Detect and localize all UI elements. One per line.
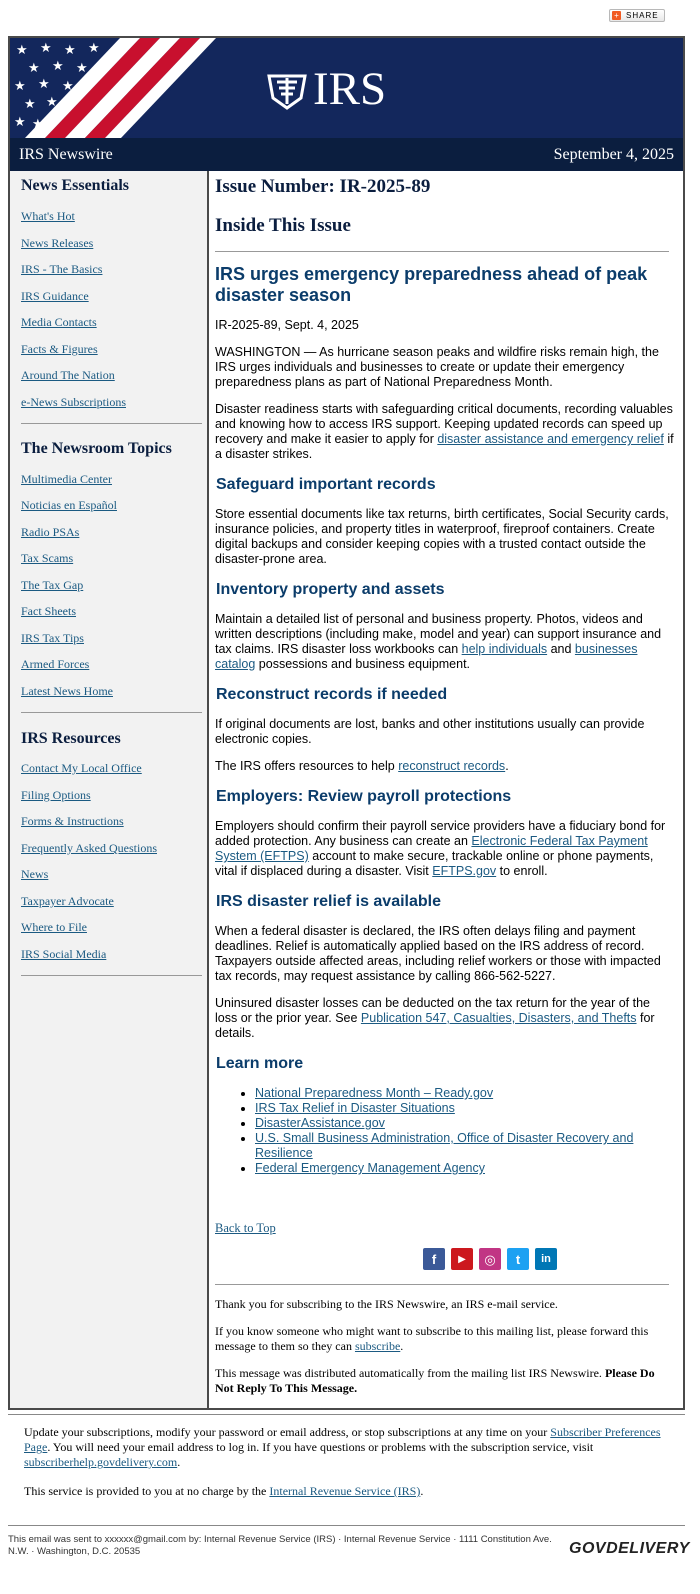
flag-graphic: [10, 38, 220, 138]
distributed-text: This message was distributed automatically from the mailing list IRS Newswire. Please Do Not Reply To This Message.: [215, 1366, 655, 1395]
eftps-gov-link[interactable]: EFTPS.gov: [432, 864, 497, 878]
learn-more-link[interactable]: U.S. Small Business Administration, Office of Disaster Recovery and Resilience: [255, 1131, 634, 1160]
sidebar-link-news-releases[interactable]: News Releases: [21, 236, 94, 250]
sidebar-link-fact-sheets[interactable]: Fact Sheets: [21, 604, 76, 618]
svg-text:★: ★: [24, 97, 36, 112]
share-button[interactable]: [609, 9, 665, 22]
businesses-catalog-link[interactable]: businesses catalog: [215, 642, 638, 671]
content-divider: [215, 1284, 669, 1285]
eagle-icon: [265, 68, 309, 112]
sidebar-link-facts-figures[interactable]: Facts & Figures: [21, 342, 98, 356]
sidebar-divider: [21, 712, 202, 713]
section-text-relief: When a federal disaster is declared, the IRS often delays filing and payment deadlines. Relief is automatically applied based on the IRS address of record. Taxpayers outside affected areas, including relief workers or those with impacted tax records, may request assistance by calling 866-562-5227.: [215, 924, 661, 983]
update-text: Update your subscriptions, modify your password or email address, or stop subscriptions at any time on your Subscriber Preferences Page. You will need your email address to log in. If you have questions or problems with the subscription service, visit subscriberhelp.govdelivery.com.: [24, 1425, 661, 1469]
sidebar: [10, 171, 209, 1408]
twitter-icon[interactable]: t: [507, 1248, 529, 1270]
svg-text:★: ★: [62, 79, 74, 94]
svg-text:★: ★: [32, 117, 44, 132]
sidebar-link-tax-tips[interactable]: IRS Tax Tips: [21, 631, 84, 645]
section-text-reconstruct: If original documents are lost, banks and other institutions usually can provide electronic copies.: [215, 717, 645, 746]
sidebar-heading-newsroom-topics: The Newsroom Topics: [21, 440, 172, 457]
svg-text:★: ★: [46, 95, 58, 110]
linkedin-icon[interactable]: in: [535, 1248, 557, 1270]
svg-text:★: ★: [14, 79, 26, 94]
footer-divider: [8, 1525, 685, 1526]
sidebar-link-irs-guidance[interactable]: IRS Guidance: [21, 289, 89, 303]
subscription-footer: [24, 1425, 664, 1513]
section-heading-learn-more: Learn more: [216, 1055, 304, 1072]
newswire-bar: [10, 138, 683, 171]
section-text-safeguard: Store essential documents like tax returns, birth certificates, Social Security cards, insurance policies, and property titles in waterproof, fireproof containers. Create digital backups and consider keeping copies with a trusted contact outside the disaster-prone area.: [215, 507, 669, 566]
article-intro: WASHINGTON — As hurricane season peaks and wildfire risks remain high, the IRS urges individuals and businesses to create or update their emergency preparedness plans as part of National Preparedness Month.: [215, 345, 659, 389]
back-to-top-wrapper: [215, 1221, 675, 1236]
learn-more-link[interactable]: DisasterAssistance.gov: [255, 1116, 385, 1130]
list-item: [255, 1131, 675, 1161]
back-to-top-link[interactable]: Back to Top: [215, 1221, 276, 1235]
plus-icon: +: [612, 11, 621, 20]
sidebar-link-faq[interactable]: Frequently Asked Questions: [21, 841, 157, 855]
eftps-link[interactable]: Electronic Federal Tax Payment System (EFTPS): [215, 834, 648, 863]
learn-more-link[interactable]: Federal Emergency Management Agency: [255, 1161, 485, 1175]
content-divider: [215, 251, 669, 252]
article-paragraph: Disaster readiness starts with safeguarding critical documents, recording valuables and knowing how to access IRS support. Keeping updated records can speed up recovery and make it easier to apply for disaster assistance and emergency relief if a disaster strikes.: [215, 402, 674, 461]
irs-link[interactable]: Internal Revenue Service (IRS): [269, 1484, 421, 1498]
sent-to-text: This email was sent to xxxxxx@gmail.com by: Internal Revenue Service (IRS) · Internal Revenue Service · 1111 Constitution Ave. N.W. · Washington, D.C. 20535: [8, 1534, 552, 1557]
section-heading-employers: Employers: Review payroll protections: [216, 788, 512, 805]
sidebar-link-irs-basics[interactable]: IRS - The Basics: [21, 262, 103, 276]
sidebar-link-tax-gap[interactable]: The Tax Gap: [21, 578, 84, 592]
subscriberhelp-link[interactable]: subscriberhelp.govdelivery.com: [24, 1455, 178, 1469]
sidebar-divider: [21, 423, 202, 424]
sidebar-link-armed-forces[interactable]: Armed Forces: [21, 657, 90, 671]
logo-text: IRS: [313, 63, 387, 115]
sidebar-link-news[interactable]: News: [21, 867, 49, 881]
sidebar-link-local-office[interactable]: Contact My Local Office: [21, 761, 142, 775]
svg-text:★: ★: [14, 115, 26, 130]
disaster-assistance-link[interactable]: disaster assistance and emergency relief: [437, 432, 664, 446]
instagram-icon[interactable]: ◎: [479, 1248, 501, 1270]
reconstruct-records-link[interactable]: reconstruct records: [398, 759, 506, 773]
learn-more-link[interactable]: National Preparedness Month – Ready.gov: [255, 1086, 494, 1100]
article-headline: IRS urges emergency preparedness ahead of peak disaster season: [215, 264, 648, 305]
svg-text:★: ★: [88, 41, 100, 56]
footer-divider: [8, 1414, 685, 1415]
svg-text:★: ★: [28, 61, 40, 76]
sidebar-heading-irs-resources: IRS Resources: [21, 730, 121, 747]
svg-text:★: ★: [38, 77, 50, 92]
sidebar-divider: [21, 975, 202, 976]
list-item: [255, 1116, 675, 1131]
newswire-title: IRS Newswire: [19, 145, 113, 163]
facebook-icon[interactable]: f: [423, 1248, 445, 1270]
subscribe-link[interactable]: subscribe: [354, 1339, 401, 1353]
sidebar-link-radio-psas[interactable]: Radio PSAs: [21, 525, 80, 539]
section-heading-reconstruct: Reconstruct records if needed: [216, 686, 448, 703]
sidebar-link-where-to-file[interactable]: Where to File: [21, 920, 87, 934]
list-item: [255, 1101, 675, 1116]
sidebar-link-forms[interactable]: Forms & Instructions: [21, 814, 124, 828]
section-heading-safeguard: Safeguard important records: [216, 476, 436, 493]
sidebar-link-multimedia[interactable]: Multimedia Center: [21, 472, 112, 486]
inside-this-issue: Inside This Issue: [215, 215, 351, 236]
subscription-note: [215, 1297, 675, 1396]
irs-logo: [265, 63, 387, 115]
share-label: SHARE: [626, 11, 659, 20]
sidebar-link-latest-news[interactable]: Latest News Home: [21, 684, 113, 698]
sidebar-link-social-media[interactable]: IRS Social Media: [21, 947, 107, 961]
sidebar-link-filing-options[interactable]: Filing Options: [21, 788, 91, 802]
subscriber-preferences-link[interactable]: Subscriber Preferences Page: [24, 1425, 661, 1454]
social-icons: [305, 1248, 675, 1270]
svg-text:★: ★: [76, 61, 88, 76]
learn-more-link[interactable]: IRS Tax Relief in Disaster Situations: [255, 1101, 455, 1115]
svg-text:★: ★: [64, 43, 76, 58]
sidebar-link-enews-subscriptions[interactable]: e-News Subscriptions: [21, 395, 126, 409]
govdelivery-logo[interactable]: GOVDELIVERY: [569, 1540, 690, 1557]
sidebar-link-around-nation[interactable]: Around The Nation: [21, 368, 115, 382]
svg-text:★: ★: [40, 41, 52, 56]
sidebar-link-taxpayer-advocate[interactable]: Taxpayer Advocate: [21, 894, 114, 908]
section-heading-inventory: Inventory property and assets: [216, 581, 445, 598]
main-content: [215, 175, 675, 1396]
svg-text:★: ★: [16, 43, 28, 58]
section-heading-relief: IRS disaster relief is available: [216, 893, 442, 910]
sidebar-link-whats-hot[interactable]: What's Hot: [21, 209, 75, 223]
issue-date: September 4, 2025: [553, 145, 674, 163]
sidebar-heading-news-essentials: News Essentials: [21, 177, 130, 194]
sidebar-link-media-contacts[interactable]: Media Contacts: [21, 315, 97, 329]
publication-547-link[interactable]: Publication 547, Casualties, Disasters, and Thefts: [360, 1011, 637, 1025]
learn-more-list: [215, 1086, 675, 1176]
list-item: [255, 1161, 675, 1176]
header-banner: [10, 38, 683, 138]
newsletter-frame: [8, 36, 685, 1410]
sidebar-link-tax-scams[interactable]: Tax Scams: [21, 551, 74, 565]
service-text: This service is provided to you at no charge by the Internal Revenue Service (IRS).: [24, 1484, 424, 1498]
thanks-text: Thank you for subscribing to the IRS Newswire, an IRS e-mail service.: [215, 1297, 558, 1311]
youtube-icon[interactable]: ▶: [451, 1248, 473, 1270]
section-text-relief-2: Uninsured disaster losses can be deducted on the tax return for the year of the loss or the prior year. See Publication 547, Casualties, Disasters, and Thefts for details.: [215, 996, 655, 1040]
article-dateline: IR-2025-89, Sept. 4, 2025: [215, 318, 359, 332]
section-text-employers: Employers should confirm their payroll service providers have a fiduciary bond for added protection. Any business can create an Electronic Federal Tax Payment System (EFTPS) account to make secure, trackable online or phone payments, vital if displaced during a disaster. Visit EFTPS.gov to enroll.: [215, 819, 666, 878]
sidebar-link-noticias[interactable]: Noticias en Español: [21, 498, 117, 512]
svg-text:★: ★: [52, 59, 64, 74]
section-text-reconstruct-2: The IRS offers resources to help reconstruct records.: [215, 759, 509, 773]
section-text-inventory: Maintain a detailed list of personal and business property. Photos, videos and written descriptions (including make, model and year) can support insurance and tax claims. IRS disaster loss workbooks can help individuals and businesses catalog possessions and business equipment.: [215, 612, 662, 671]
issue-number: Issue Number: IR-2025-89: [215, 176, 431, 197]
forward-text: If you know someone who might want to subscribe to this mailing list, please forward this message to them so they can subscribe.: [215, 1324, 649, 1353]
help-individuals-link[interactable]: help individuals: [461, 642, 548, 656]
list-item: [255, 1086, 675, 1101]
